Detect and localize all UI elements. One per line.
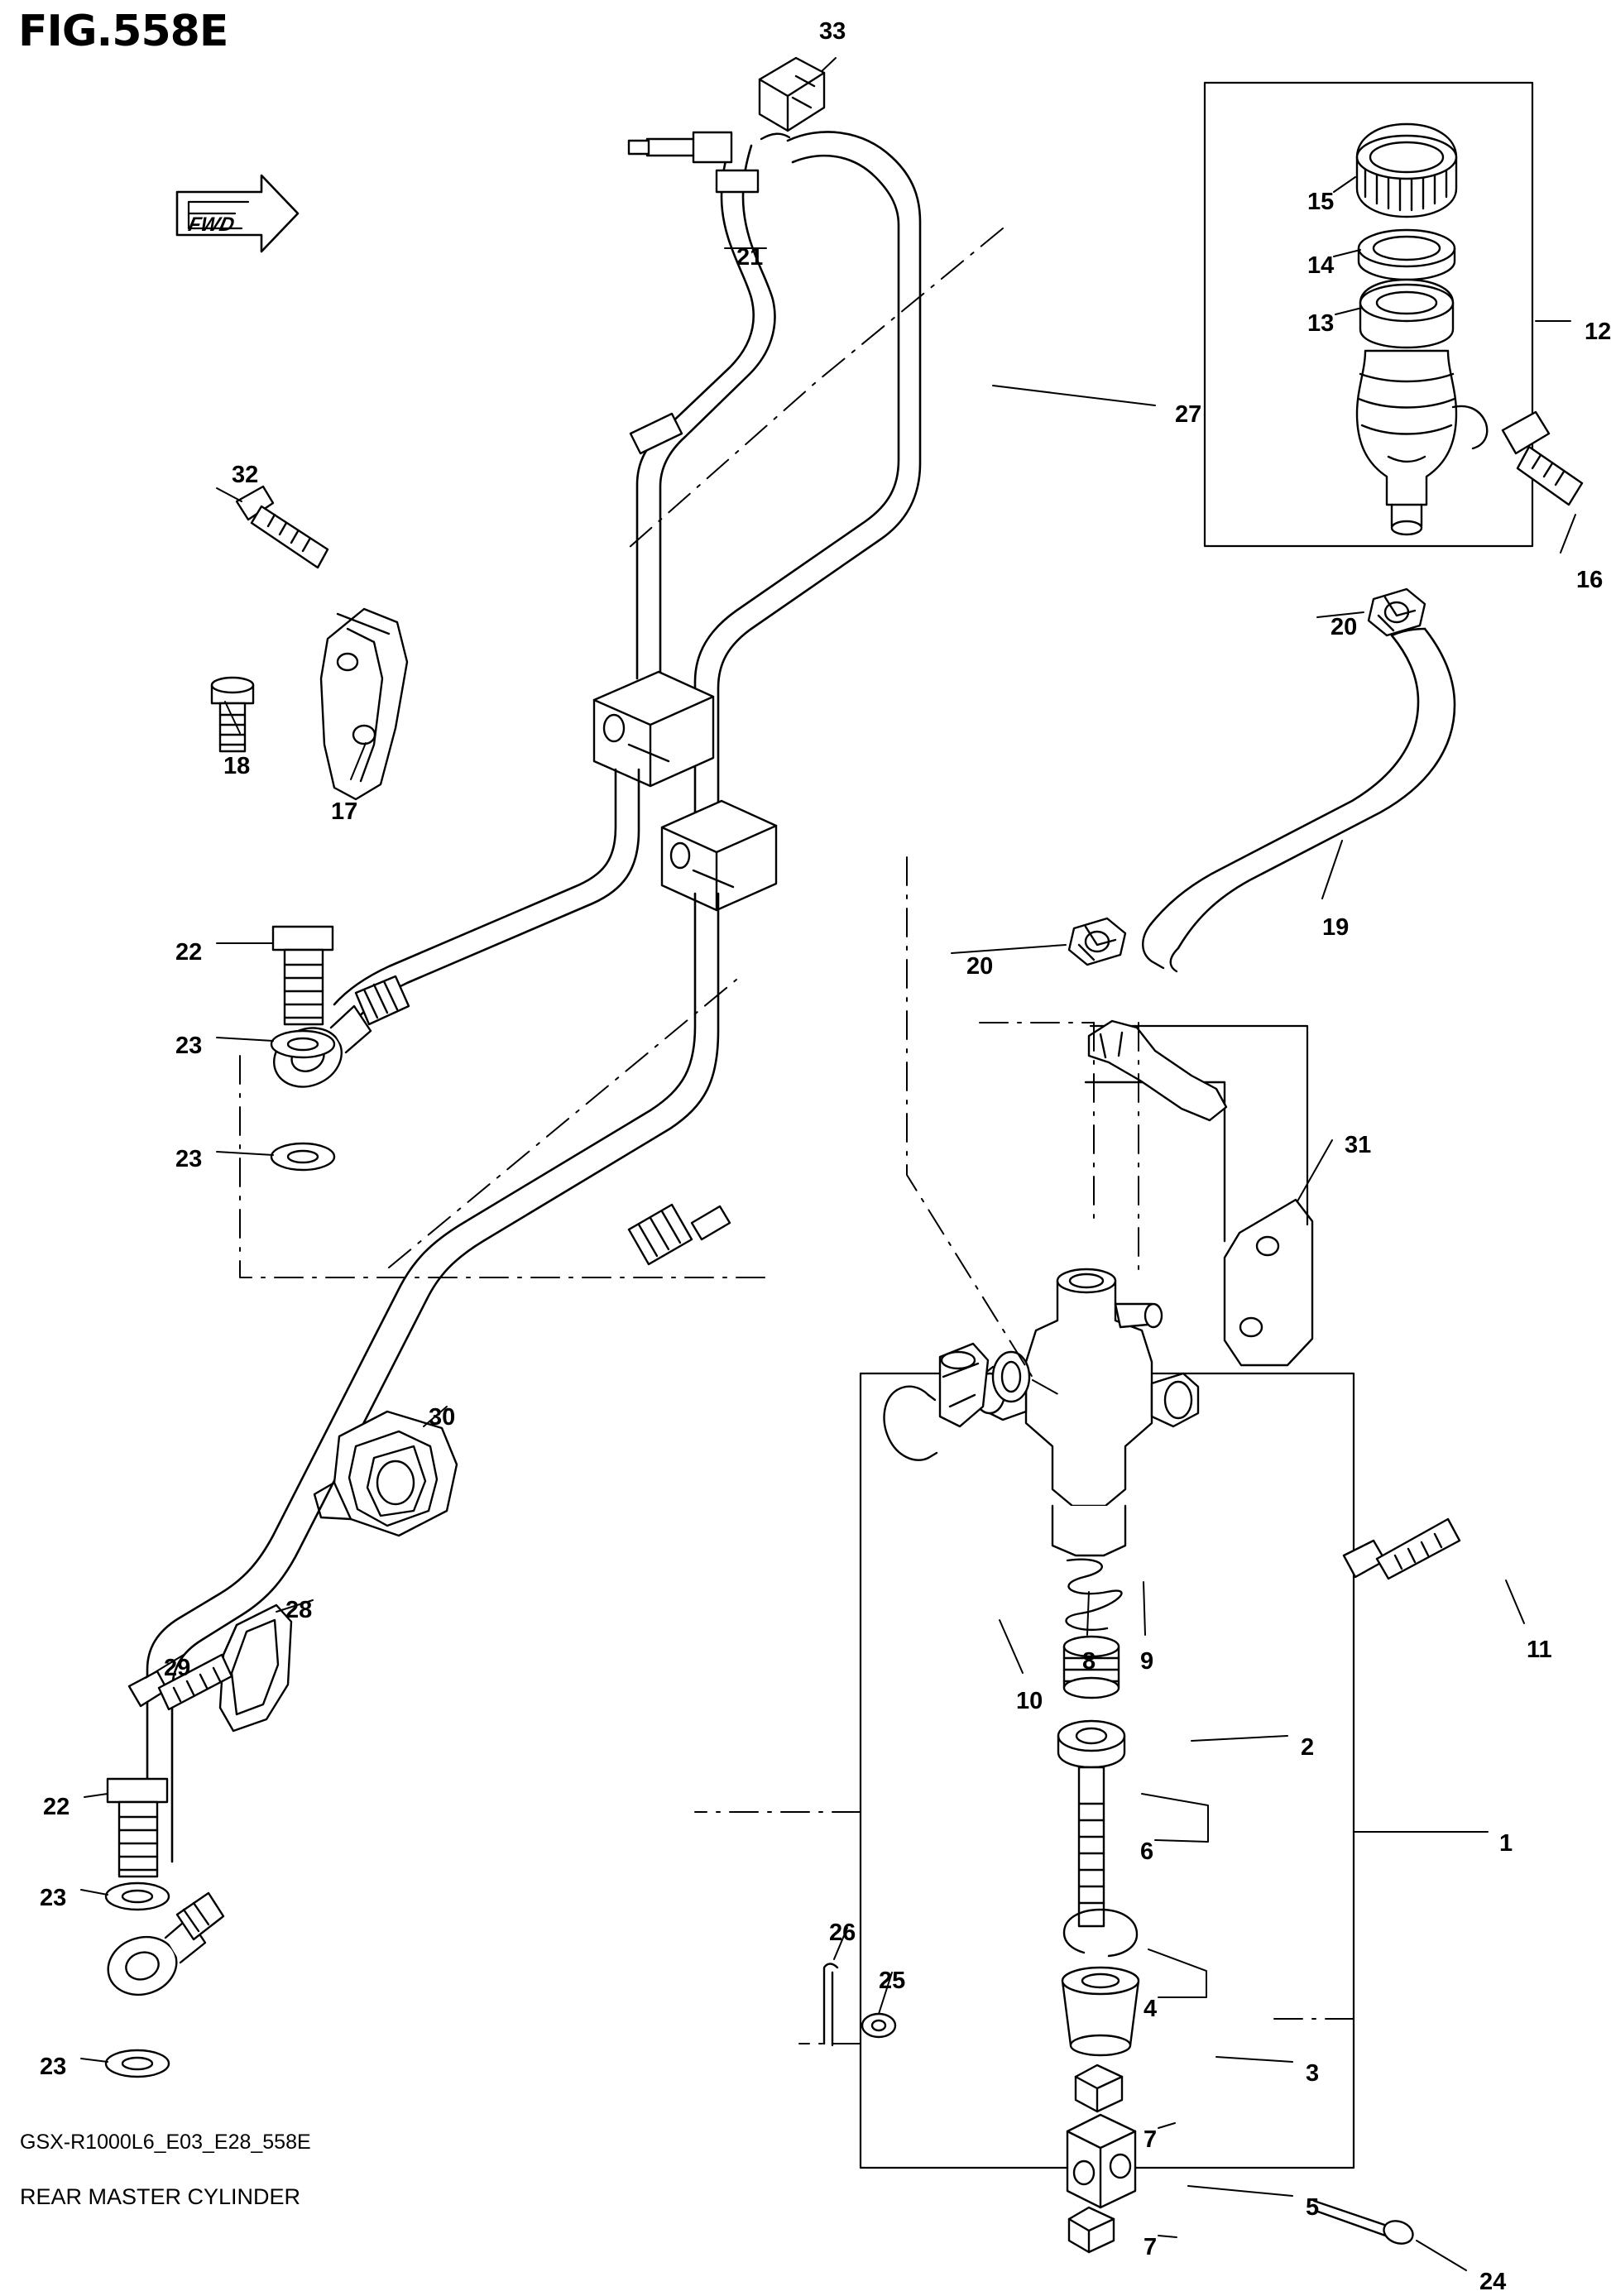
reservoir-hose-19: [1143, 629, 1455, 971]
cotter-pin-24: [1314, 2201, 1416, 2247]
callout-18: 18: [223, 753, 251, 779]
callout-25: 25: [879, 1968, 906, 1994]
bracket-bolt-18: [212, 678, 253, 751]
sealing-washer-23-b: [271, 1143, 334, 1170]
callout-6: 6: [1140, 1838, 1154, 1865]
callout-20: 20: [1331, 614, 1358, 640]
callout-32: 32: [232, 462, 259, 488]
reservoir-mount-bolt-16: [1503, 412, 1582, 505]
fwd-label: FWD: [186, 213, 237, 236]
callout-10: 10: [1016, 1688, 1043, 1714]
callout-16: 16: [1576, 567, 1604, 593]
callout-21: 21: [736, 244, 764, 271]
callout-23: 23: [40, 1885, 67, 1911]
callout-3: 3: [1306, 2060, 1320, 2087]
callout-27: 27: [1175, 401, 1202, 428]
page-title: FIG.558E: [18, 7, 228, 56]
union-bolt-22-upper: [273, 927, 333, 1024]
callout-8: 8: [1082, 1648, 1096, 1675]
hose-clip-33: [760, 58, 824, 131]
callout-9: 9: [1140, 1648, 1154, 1675]
callout-1: 1: [1499, 1830, 1513, 1857]
figure-code: GSX-R1000L6_E03_E28_558E: [20, 2131, 311, 2154]
callout-28: 28: [285, 1597, 313, 1623]
callout-23: 23: [175, 1146, 203, 1172]
callout-7: 7: [1144, 2126, 1158, 2153]
callout-22: 22: [175, 939, 203, 966]
figure-name: REAR MASTER CYLINDER: [20, 2184, 301, 2209]
banjo-eye-lower: [101, 1893, 223, 2003]
assembly-centerlines: [240, 228, 1354, 2044]
master-cylinder-group-1: [861, 1269, 1354, 2252]
callout-24: 24: [1479, 2269, 1507, 2295]
brake-hose-21: [629, 132, 774, 678]
callout-29: 29: [164, 1655, 191, 1681]
callout-14: 14: [1307, 252, 1335, 279]
sealing-washer-23-a: [271, 1031, 334, 1057]
reservoir-joint-8: [940, 1344, 988, 1426]
callout-2: 2: [1301, 1734, 1315, 1761]
callout-31: 31: [1345, 1132, 1372, 1158]
split-pin-26: [824, 1964, 837, 2046]
callout-26: 26: [829, 1920, 856, 1946]
callout-23: 23: [175, 1033, 203, 1059]
callout-23: 23: [40, 2054, 67, 2080]
union-bolt-22-lower: [108, 1779, 167, 1877]
hose-guide-bracket-17: [321, 609, 407, 799]
callout-22: 22: [43, 1794, 70, 1820]
o-ring-9: [993, 1352, 1029, 1402]
callout-12: 12: [1585, 319, 1611, 345]
callout-11: 11: [1527, 1637, 1552, 1663]
callout-20: 20: [966, 953, 994, 980]
callout-15: 15: [1307, 189, 1335, 215]
retaining-clip-10: [885, 1387, 937, 1460]
callout-13: 13: [1307, 310, 1335, 337]
hose-clamp-20-lower: [1069, 918, 1125, 965]
bracket-bolt-32: [237, 487, 328, 568]
hose-guide-28: [220, 1605, 291, 1731]
callout-5: 5: [1306, 2194, 1320, 2221]
sealing-washer-23-d: [106, 2050, 169, 2077]
callout-19: 19: [1322, 914, 1350, 941]
callout-33: 33: [819, 18, 846, 45]
callout-4: 4: [1144, 1996, 1158, 2022]
callout-7: 7: [1144, 2234, 1158, 2260]
brake-hose-27: [695, 132, 920, 894]
sealing-washer-23-c: [106, 1883, 169, 1910]
callout-17: 17: [331, 798, 358, 825]
reservoir-group-12: [1205, 83, 1532, 546]
washer-25: [862, 2014, 895, 2037]
bracket-bolt-11: [1344, 1519, 1460, 1579]
callout-30: 30: [429, 1404, 456, 1431]
